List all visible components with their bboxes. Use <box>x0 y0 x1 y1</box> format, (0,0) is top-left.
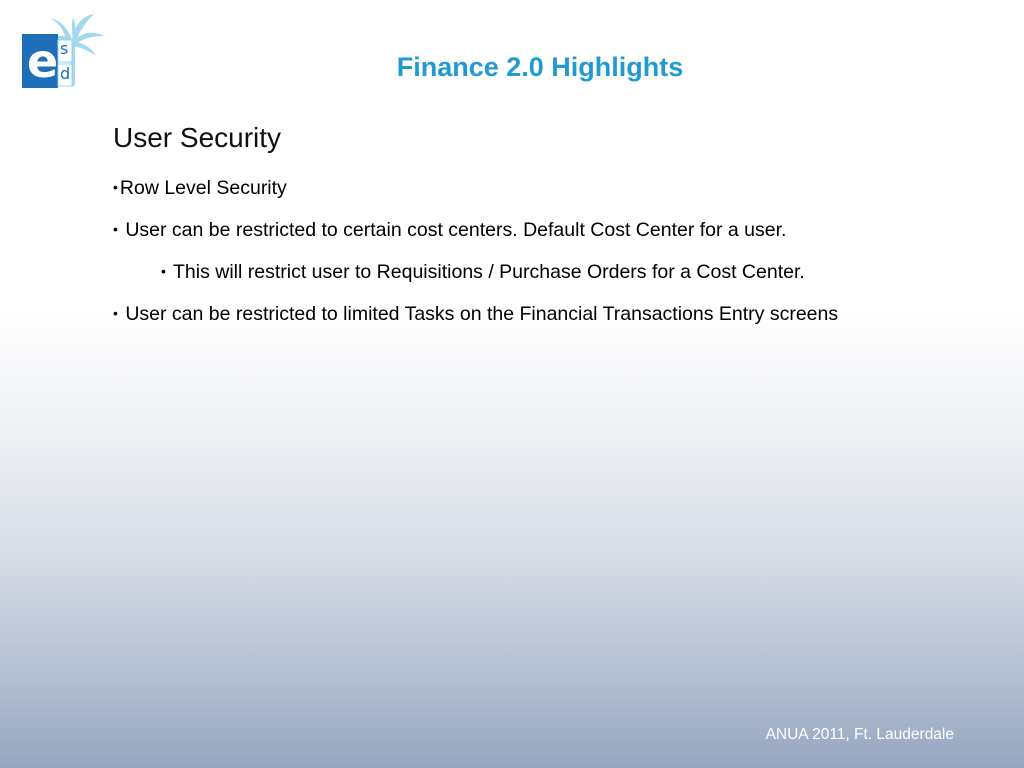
bullet-requisitions-restriction <box>161 258 933 286</box>
bullet-limited-tasks <box>113 300 933 328</box>
slide-title-container <box>330 52 750 83</box>
footer-text: ANUA 2011, Ft. Lauderdale <box>765 726 954 743</box>
esd-logo <box>20 10 106 90</box>
bullet-marker: • <box>113 221 118 237</box>
bullet-marker: • <box>113 305 118 321</box>
section-heading: User Security <box>113 122 282 153</box>
bullet-cost-centers <box>113 216 933 244</box>
logo-letter-d: d <box>60 64 71 83</box>
bullet-marker: • <box>113 179 118 195</box>
bullet-text: User can be restricted to limited Tasks on the Financial Transactions Entry screens <box>125 303 839 325</box>
logo-letter-e: e <box>27 34 59 88</box>
slide-title: Finance 2.0 Highlights <box>396 52 684 82</box>
slide-body <box>113 122 933 342</box>
bullet-marker: • <box>161 263 166 279</box>
logo-letter-s: s <box>60 39 69 58</box>
bullet-text: Row Level Security <box>119 177 287 199</box>
bullet-row-level-security <box>113 174 933 202</box>
bullet-text: This will restrict user to Requisitions / Purchase Orders for a Cost Center. <box>172 261 805 283</box>
bullet-text: User can be restricted to certain cost centers. Default Cost Center for a user. <box>125 219 787 241</box>
